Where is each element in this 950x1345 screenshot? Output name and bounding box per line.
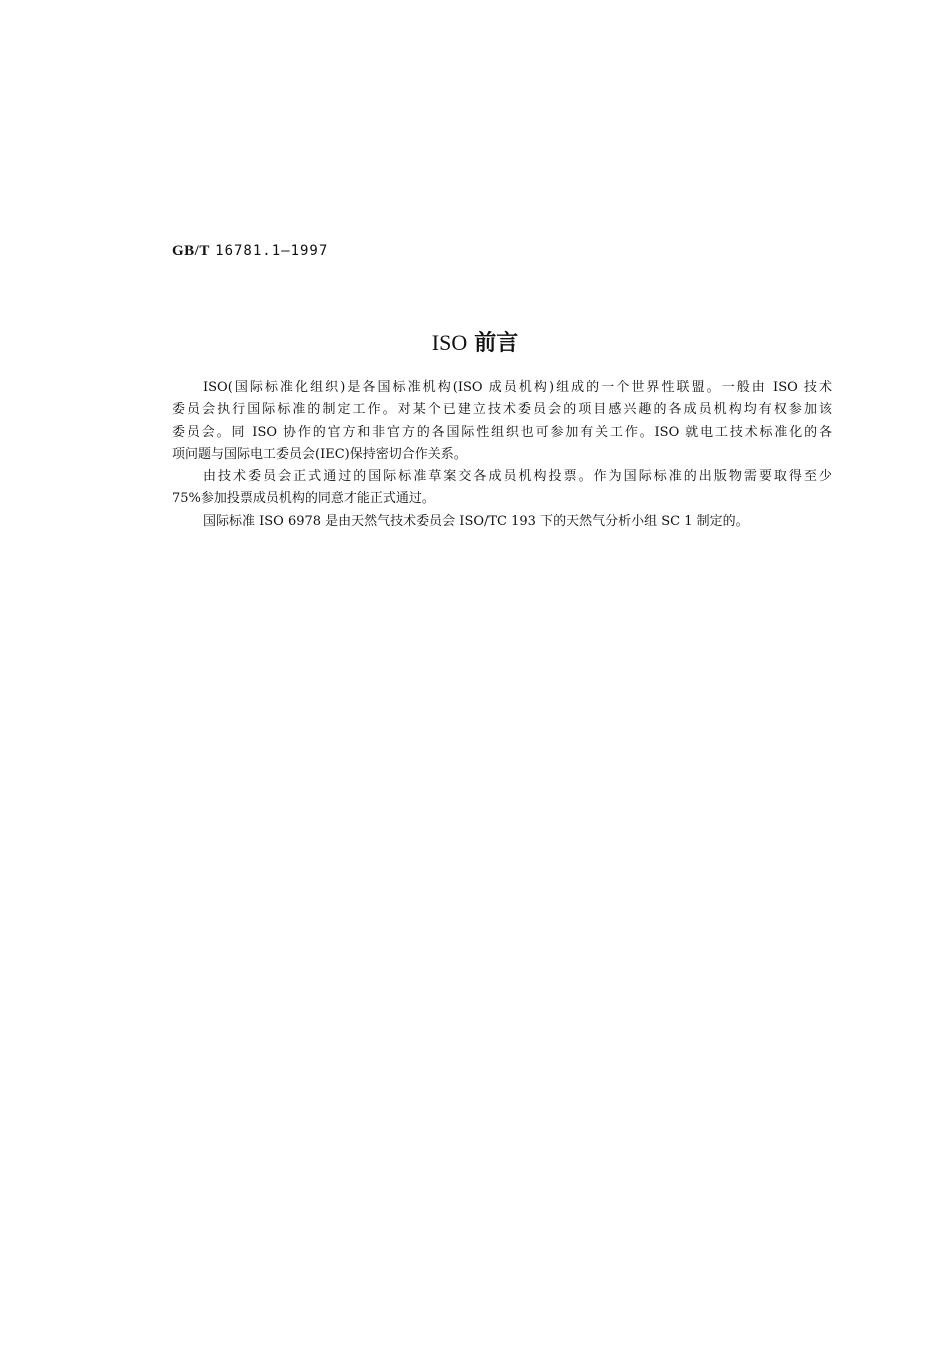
text-line: 委员会。同 ISO 协作的官方和非官方的各国际性组织也可参加有关工作。ISO 就电工技术标准化的各 [172, 424, 832, 440]
text-line: 由技术委员会正式通过的国际标准草案交各成员机构投票。作为国际标准的出版物需要取得至少 [203, 469, 832, 485]
text-line: 委员会执行国际标准的制定工作。对某个已建立技术委员会的项目感兴趣的各成员机构均有权参加该 [172, 402, 832, 418]
title-cjk: 前言 [474, 331, 519, 356]
standard-code: 16781.1—1997 [215, 243, 329, 259]
paragraph-3 [172, 511, 832, 533]
paragraph-2 [172, 466, 832, 511]
text-line: ISO(国际标准化组织)是各国标准机构(ISO 成员机构)组成的一个世界性联盟。一般由 ISO 技术 [203, 380, 832, 395]
standard-prefix: GB/T [172, 243, 210, 259]
page-title [0, 328, 950, 359]
standard-number [172, 240, 328, 261]
foreword-body [172, 377, 832, 533]
paragraph-1 [172, 377, 832, 466]
text-line: 项问题与国际电工委员会(IEC)保持密切合作关系。 [172, 446, 467, 462]
text-line: 75%参加投票成员机构的同意才能正式通过。 [172, 491, 435, 507]
title-latin: ISO [431, 330, 468, 355]
text-line: 国际标准 ISO 6978 是由天然气技术委员会 ISO/TC 193 下的天然气分析小组 SC 1 制定的。 [203, 513, 749, 529]
